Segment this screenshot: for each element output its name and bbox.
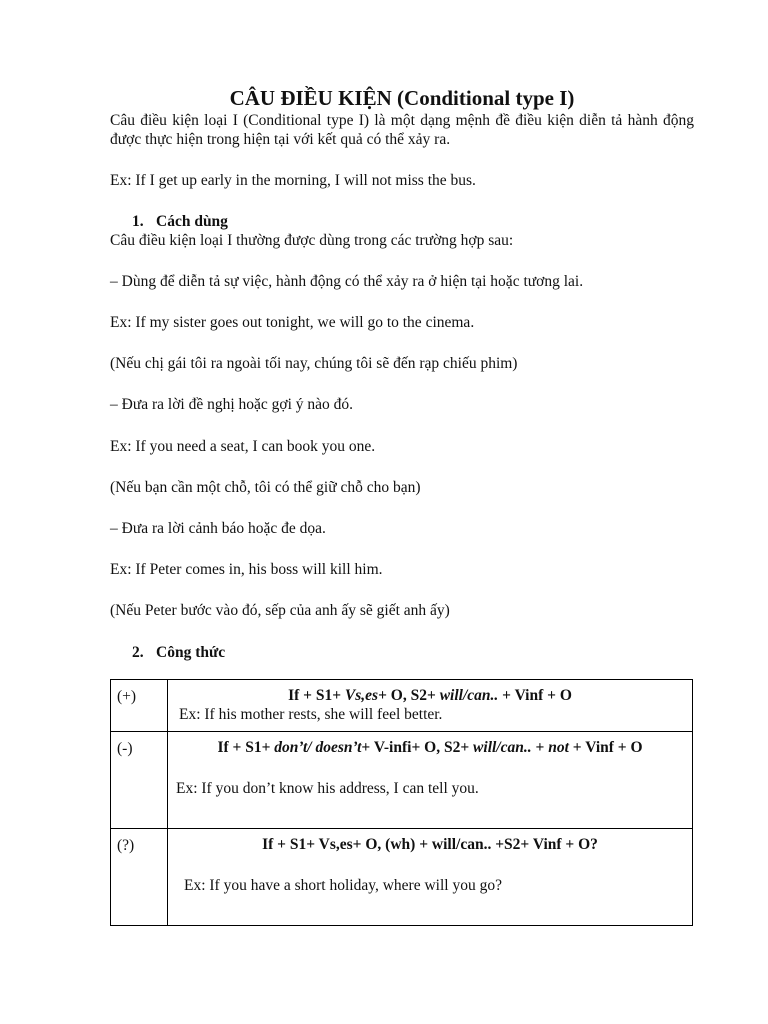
formula-affirmative: If + S1+ Vs,es+ O, S2+ will/can.. + Vinf + O [288,687,572,704]
usage-example: Ex: If you need a seat, I can book you one. [110,438,376,455]
document-title: CÂU ĐIỀU KIỆN (Conditional type I) [229,86,575,110]
usage-translation: (Nếu chị gái tôi ra ngoài tối nay, chúng tôi sẽ đến rạp chiếu phim) [110,355,518,372]
table-row-affirmative [111,680,693,732]
usage-point: – Dùng để diễn tả sự việc, hành động có thể xảy ra ở hiện tại hoặc tương lai. [110,273,584,290]
usage-example: Ex: If my sister goes out tonight, we will go to the cinema. [110,314,475,331]
section-heading-formula [132,643,225,662]
usage-lead: Câu điều kiện loại I thường được dùng trong các trường hợp sau: [110,232,514,249]
formula-table [110,679,693,926]
formula-negative: If + S1+ don’t/ doesn’t+ V-infi+ O, S2+ will/can.. + not + Vinf + O [217,739,643,756]
section-title: Cách dùng [156,213,228,230]
sign-cell: (?) [111,829,168,926]
usage-point: – Đưa ra lời đề nghị hoặc gợi ý nào đó. [110,396,354,413]
usage-translation: (Nếu Peter bước vào đó, sếp của anh ấy sẽ giết anh ấy) [110,602,450,619]
section-number: 1. [132,213,144,230]
intro-example: Ex: If I get up early in the morning, I will not miss the bus. [110,172,476,189]
formula-example: Ex: If you have a short holiday, where will you go? [184,877,502,894]
formula-cell [168,829,693,926]
section-heading-usage [132,212,228,231]
sign-cell: (+) [111,680,168,732]
intro-paragraph: Câu điều kiện loại I (Conditional type I) là một dạng mệnh đề điều kiện diễn tả hành động được thực hiện trong hiện tại với kết quả có thể xảy ra. [110,112,694,148]
formula-question: If + S1+ Vs,es+ O, (wh) + will/can.. +S2+ Vinf + O? [262,836,598,853]
formula-example: Ex: If his mother rests, she will feel better. [179,706,443,723]
usage-example: Ex: If Peter comes in, his boss will kill him. [110,561,383,578]
formula-cell [168,680,693,732]
usage-point: – Đưa ra lời cảnh báo hoặc đe dọa. [110,520,326,537]
sign-cell: (-) [111,732,168,829]
section-title: Công thức [156,644,226,661]
table-row-negative [111,732,693,829]
usage-translation: (Nếu bạn cần một chỗ, tôi có thể giữ chỗ cho bạn) [110,479,421,496]
table-row-question [111,829,693,926]
section-number: 2. [132,644,144,661]
formula-cell [168,732,693,829]
formula-example: Ex: If you don’t know his address, I can tell you. [176,780,479,797]
